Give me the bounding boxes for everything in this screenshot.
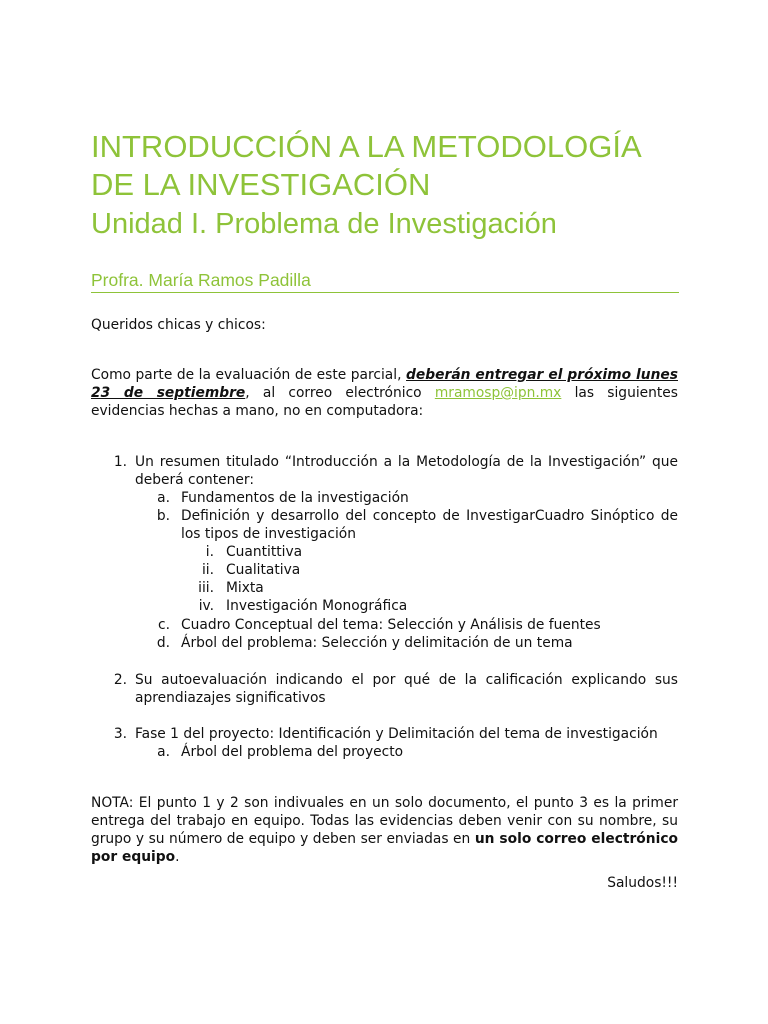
- roman-item-1: Cuantittiva: [226, 544, 303, 560]
- note-bold-text: un solo correo electrónico por equipo: [91, 831, 678, 865]
- sublist-item-d: Árbol del problema: Selección y delimitación de un tema: [181, 635, 573, 651]
- roman-marker-4: iv.: [198, 598, 214, 614]
- roman-marker-1: i.: [205, 544, 214, 560]
- roman-marker-3: iii.: [198, 580, 214, 596]
- list-marker-1: 1.: [113, 454, 127, 470]
- closing-text: Saludos!!!: [607, 875, 678, 891]
- intro-text-end: las siguientes evidencias hechas a mano, no en computadora:: [91, 385, 678, 419]
- list-item-2: Su autoevaluación indicando el por qué de la calificación explicando sus aprendiazajes significativos: [135, 672, 678, 706]
- sublist-item-b: Definición y desarrollo del concepto de InvestigarCuadro Sinóptico de los tipos de investigación: [181, 508, 678, 542]
- roman-marker-2: ii.: [201, 562, 214, 578]
- list-marker-3: 3.: [113, 726, 127, 742]
- deadline-text: deberán entregar el próximo lunes 23 de septiembre: [91, 367, 678, 401]
- author-line: Profra. María Ramos Padilla: [91, 269, 679, 293]
- roman-item-3: Mixta: [226, 580, 264, 596]
- sublist-item-3a: Árbol del problema del proyecto: [181, 744, 404, 760]
- sublist-marker-c: c.: [158, 617, 170, 633]
- roman-item-4: Investigación Monográfica: [226, 598, 408, 614]
- note-text-end: .: [175, 849, 180, 865]
- sublist-item-c: Cuadro Conceptual del tema: Selección y Análisis de fuentes: [181, 617, 601, 633]
- intro-text-start: Como parte de la evaluación de este parcial,: [91, 367, 407, 383]
- greeting: Queridos chicas y chicos:: [91, 317, 266, 333]
- list-marker-2: 2.: [113, 672, 127, 688]
- sublist-marker-d: d.: [156, 635, 170, 651]
- list-item-3: Fase 1 del proyecto: Identificación y Delimitación del tema de investigación: [135, 726, 658, 742]
- list-item-1: Un resumen titulado “Introducción a la Metodología de la Investigación” que deberá contener:: [135, 454, 678, 488]
- sublist-item-a: Fundamentos de la investigación: [181, 490, 409, 506]
- email-link[interactable]: mramosp@ipn.mx: [434, 385, 562, 401]
- sublist-marker-3a: a.: [157, 744, 170, 760]
- sublist-marker-b: b.: [156, 508, 170, 524]
- document-subtitle: Unidad I. Problema de Investigación: [91, 208, 557, 240]
- note-paragraph: [91, 794, 678, 866]
- note-text: NOTA: El punto 1 y 2 son indivuales en un solo documento, el punto 3 es la primer entrega del trabajo en equipo. Todas las evidencias deben venir con su nombre, su grupo y su número de equipo y deben ser enviadas en: [91, 795, 678, 847]
- intro-text-middle: , al correo electrónico: [245, 385, 435, 401]
- document-title: INTRODUCCIÓN A LA METODOLOGÍA DE LA INVESTIGACIÓN: [91, 129, 640, 202]
- roman-item-2: Cualitativa: [226, 562, 301, 578]
- sublist-marker-a: a.: [157, 490, 170, 506]
- intro-paragraph: [91, 366, 678, 420]
